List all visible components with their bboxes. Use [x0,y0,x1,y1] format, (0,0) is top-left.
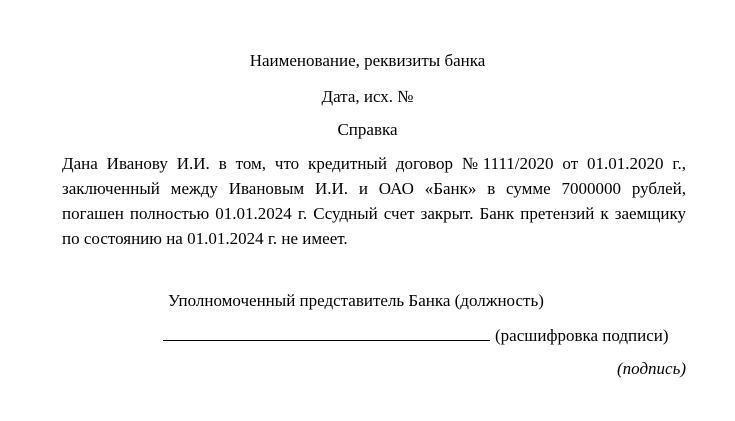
date-reference: Дата, исх. № [321,87,414,106]
representative-position: Уполномоченный представитель Банка (должность) [168,291,544,310]
signature-label: (подпись) [617,359,686,378]
signature-row [163,325,686,346]
document-title: Справка [337,120,398,139]
signature-line [163,325,490,341]
bank-header: Наименование, реквизиты банка [249,51,486,70]
certificate-body: Дана Иванову И.И. в том, что кредитный договор №1111/2020 от 01.01.2020 г., заключенный между Ивановым И.И. и ОАО «Банк» в сумме 7000000 рублей, погашен полностью 01.01.2024 г. Ссудный счет закрыт. Банк претензий к заемщику по состоянию на 01.01.2024 г. не имеет. [62,154,686,248]
signature-decoding: (расшифровка подписи) [495,326,669,345]
